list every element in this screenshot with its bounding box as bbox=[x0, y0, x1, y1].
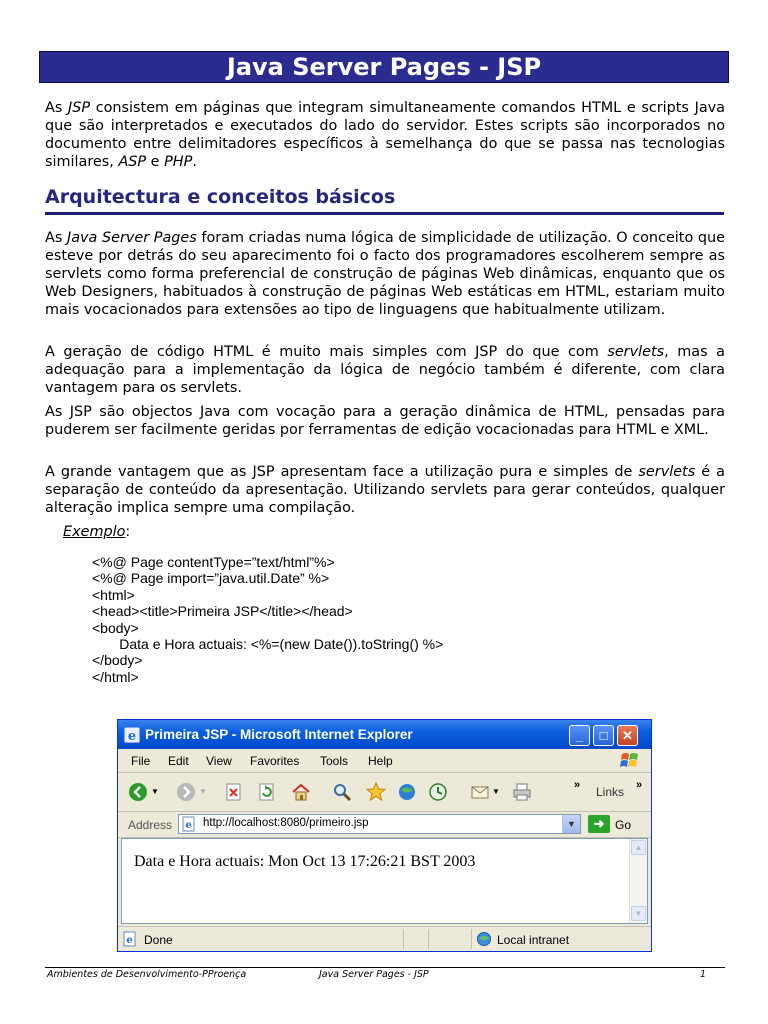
maximize-button[interactable]: □ bbox=[593, 725, 614, 746]
intro-end: . bbox=[192, 154, 197, 170]
paragraph-1 bbox=[45, 229, 725, 319]
intro-php: PHP bbox=[164, 154, 193, 170]
intranet-icon bbox=[476, 931, 492, 947]
media-icon[interactable] bbox=[397, 782, 417, 802]
back-dropdown-icon[interactable]: ▼ bbox=[151, 787, 159, 796]
page-number: 1 bbox=[700, 969, 707, 980]
code-line: <body> bbox=[92, 619, 139, 636]
svg-text:e: e bbox=[185, 820, 192, 831]
address-dropdown-icon[interactable]: ▼ bbox=[562, 815, 580, 833]
stop-icon[interactable] bbox=[224, 782, 244, 802]
intro-text-1: As bbox=[45, 100, 68, 116]
code-line: <html> bbox=[92, 586, 135, 603]
p1-text-a: As bbox=[45, 230, 67, 246]
code-line: <head><title>Primeira JSP</title></head> bbox=[92, 603, 353, 620]
status-bar bbox=[118, 926, 651, 952]
p2-text-a: A geração de código HTML é muito mais simples com JSP do que com bbox=[45, 344, 608, 360]
minimize-button[interactable]: _ bbox=[569, 725, 590, 746]
windows-flag-icon bbox=[619, 751, 641, 771]
menu-favorites[interactable]: Favorites bbox=[250, 754, 300, 768]
close-button[interactable]: ✕ bbox=[617, 725, 638, 746]
links-label[interactable]: Links bbox=[596, 785, 625, 799]
page-icon bbox=[181, 816, 197, 832]
p1-text-b: foram criadas numa lógica de simplicidade de utilização. O conceito que esteve por detrás do seu aparecimento foi o facto dos programadores escolherem sempre as servlets como forma preferencial de construção de páginas Web dinâmicas, enquanto que os Web Designers, habituados à construção de páginas Web estáticas em HTML, estariam muito mais vocacionados para extensões ao tipo de linguagens que habitualmente utilizam. bbox=[45, 230, 725, 318]
menu-tools[interactable]: Tools bbox=[320, 754, 349, 768]
print-icon[interactable] bbox=[512, 782, 532, 802]
svg-text:e: e bbox=[126, 935, 133, 946]
page-content-text: Data e Hora actuais: Mon Oct 13 17:26:21 BST 2003 bbox=[134, 853, 476, 870]
menu-help[interactable]: Help bbox=[368, 754, 393, 768]
browser-window bbox=[117, 719, 652, 952]
document-title: Java Server Pages - JSP bbox=[39, 51, 729, 83]
code-line: </body> bbox=[92, 652, 143, 669]
code-sample bbox=[92, 554, 443, 685]
done-page-icon bbox=[122, 931, 138, 947]
history-icon[interactable] bbox=[428, 782, 448, 802]
back-icon[interactable] bbox=[128, 782, 148, 802]
p4-text-a: A grande vantagem que as JSP apresentam face a utilização pura e simples de bbox=[45, 464, 639, 480]
intro-jsp: JSP bbox=[68, 100, 91, 116]
status-done: Done bbox=[144, 933, 173, 947]
toolbar-overflow-icon[interactable]: » bbox=[574, 779, 581, 791]
paragraph-2 bbox=[45, 343, 725, 397]
home-icon[interactable] bbox=[291, 782, 311, 802]
status-zone: Local intranet bbox=[497, 933, 570, 947]
p4-servlets-italic: servlets bbox=[638, 464, 696, 480]
p1-jsp-italic: Java Server Pages bbox=[66, 230, 197, 246]
section-heading: Arquitectura e conceitos básicos bbox=[45, 184, 724, 215]
go-arrow-icon[interactable]: ➜ bbox=[588, 815, 610, 833]
intro-and: e bbox=[146, 154, 165, 170]
go-button[interactable]: Go bbox=[615, 818, 632, 832]
code-line: <%@ Page import=”java.util.Date” %> bbox=[92, 570, 330, 587]
favorites-icon[interactable] bbox=[366, 782, 386, 802]
forward-icon[interactable] bbox=[176, 782, 196, 802]
ie-logo-icon bbox=[123, 726, 141, 744]
code-line: </html> bbox=[92, 668, 139, 685]
menu-file[interactable]: File bbox=[131, 754, 151, 768]
address-url: http://localhost:8080/primeiro.jsp bbox=[203, 817, 369, 829]
browser-title-bar bbox=[118, 720, 651, 749]
status-divider bbox=[428, 929, 429, 949]
menu-edit[interactable]: Edit bbox=[168, 754, 189, 768]
code-line: Data e Hora actuais: <%=(new Date()).toString() %> bbox=[92, 635, 444, 652]
paragraph-3: As JSP são objectos Java com vocação para a geração dinâmica de HTML, pensadas para puderem ser facilmente geridas por ferramentas de edição vocacionadas para HTML e XML. bbox=[45, 404, 725, 438]
example-label-text: Exemplo bbox=[63, 524, 126, 540]
search-icon[interactable] bbox=[332, 782, 352, 802]
p4-text-b: é a separação de conteúdo da apresentação. Utilizando servlets para gerar conteúdos, qualquer alteração implica sempre uma compilação. bbox=[45, 464, 725, 516]
example-label bbox=[63, 523, 130, 541]
status-divider bbox=[471, 929, 472, 949]
address-label: Address bbox=[128, 818, 173, 832]
example-colon: : bbox=[125, 524, 131, 540]
p2-text-b: , mas a adequação para a implementação da lógica de negócio também é diferente, com clara vantagem para os servlets. bbox=[45, 344, 725, 396]
intro-paragraph bbox=[45, 99, 725, 171]
menu-view[interactable]: View bbox=[206, 754, 232, 768]
p2-servlets-italic: servlets bbox=[607, 344, 665, 360]
links-overflow-icon[interactable]: » bbox=[636, 779, 643, 791]
footer-center: Java Server Pages - JSP bbox=[319, 969, 429, 980]
refresh-icon[interactable] bbox=[257, 782, 277, 802]
browser-title-text: Primeira JSP - Microsoft Internet Explorer bbox=[145, 727, 413, 742]
menu-bar bbox=[118, 750, 651, 773]
code-line: <%@ Page contentType=”text/html”%> bbox=[92, 554, 335, 570]
intro-text-2: consistem em páginas que integram simultaneamente comandos HTML e scripts Java que são interpretados e executados do lado do servidor. Estes scripts são incorporados no documento entre delimitadores específicos à semelhança do que se passa nas tecnologias similares, bbox=[45, 100, 725, 170]
vertical-scrollbar[interactable] bbox=[629, 839, 647, 923]
toolbar bbox=[118, 773, 651, 812]
footer-rule bbox=[45, 967, 725, 968]
scroll-down-icon[interactable]: ▼ bbox=[631, 906, 646, 921]
scroll-up-icon[interactable]: ▲ bbox=[631, 840, 646, 855]
page-viewport bbox=[121, 838, 648, 924]
mail-dropdown-icon[interactable]: ▼ bbox=[492, 787, 500, 796]
footer-left: Ambientes de Desenvolvimento-PProença bbox=[47, 969, 247, 980]
address-bar bbox=[118, 812, 651, 838]
svg-text:e: e bbox=[127, 729, 137, 744]
address-input[interactable] bbox=[178, 814, 581, 834]
forward-dropdown-icon[interactable]: ▼ bbox=[199, 787, 207, 796]
mail-icon[interactable] bbox=[470, 782, 490, 802]
paragraph-4 bbox=[45, 463, 725, 517]
intro-asp: ASP bbox=[118, 154, 147, 170]
status-divider bbox=[403, 929, 404, 949]
